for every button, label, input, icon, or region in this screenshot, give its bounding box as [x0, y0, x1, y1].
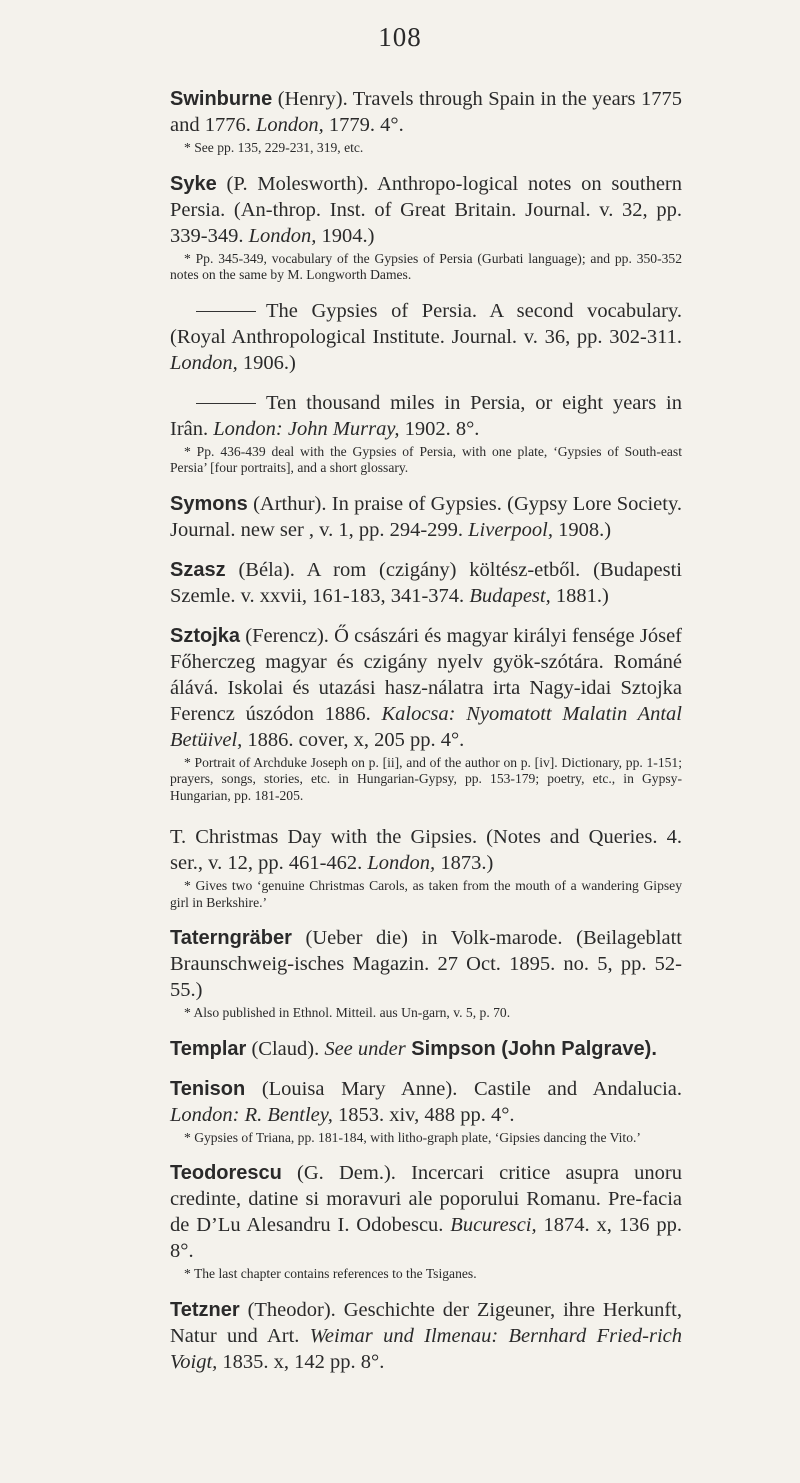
entry-text: (Claud).	[246, 1037, 325, 1060]
entry-text: Ten thousand miles in Persia, or eight years in Irân.	[170, 391, 682, 440]
entry-text: (P. Molesworth). Anthropo-logical notes on southern Persia. (An-throp. Inst. of Great Britain. Journal. v. 32, pp. 339-349.	[170, 172, 682, 247]
entry-note: * Portrait of Archduke Joseph on p. [ii], and of the author on p. [iv]. Dictionary, pp. 1-151; prayers, songs, stories, etc. in Hungarian-Gypsy, pp. 153-179; poetry, etc., in Gypsy-Hungarian, pp. 181-205.	[170, 754, 682, 803]
entry-date: 1835. x, 142 pp. 8°.	[217, 1350, 385, 1373]
entry-place: London,	[367, 852, 436, 874]
entry-text: (G. Dem.). Incercari critice asupra unoru credinte, datine si moravuri ale poporului Romanu. Pre-facia de D’Lu Alesandru I. Odobescu.	[170, 1162, 682, 1236]
entry-text: (Ueber die) in Volk-marode. (Beilageblatt Braunschweig-isches Magazin. 27 Oct. 1895. no. 5, pp. 52-55.)	[170, 927, 682, 1001]
entry-place: Liverpool,	[468, 518, 553, 541]
entry-date: 1886. cover, x, 205 pp. 4°.	[242, 728, 465, 751]
entry-text: The Gypsies of Persia. A second vocabulary. (Royal Anthropological Institute. Journal. v. 36, pp. 302-311.	[170, 299, 682, 348]
entry-tetzner	[170, 1297, 682, 1375]
entry-heading: Symons	[170, 492, 248, 515]
entry-symons	[170, 491, 682, 543]
entries-column	[170, 86, 682, 1389]
entry-date: 1873.)	[435, 852, 494, 874]
entry-heading: Szasz	[170, 558, 226, 581]
entry-cross-reference: Simpson (John Palgrave).	[405, 1037, 657, 1060]
entry-text: (Henry). Travels through Spain in the years 1775 and 1776.	[170, 88, 682, 136]
entry-place: London,	[170, 351, 238, 374]
entry-date: 1853. xiv, 488 pp. 4°.	[332, 1103, 515, 1126]
entry-heading: Taterngräber	[170, 927, 292, 949]
page-number: 108	[378, 22, 422, 52]
entry-place: London,	[255, 114, 324, 136]
entry-syke	[170, 171, 682, 284]
entry-date: 1902. 8°.	[399, 417, 480, 440]
entry-note: * Gives two ‘genuine Christmas Carols, as taken from the mouth of a wandering Gipsey girl in Berkshire.’	[170, 878, 682, 910]
ditto-dash	[196, 403, 256, 404]
entry-note: * Pp. 436-439 deal with the Gypsies of Persia, with one plate, ‘Gypsies of South-east Persia’ [four portraits], and a short glossary.	[170, 443, 682, 475]
entry-swinburne	[170, 86, 682, 157]
entry-date: 1908.)	[553, 518, 612, 541]
entry-teodorescu	[170, 1160, 682, 1283]
entry-text: (Louisa Mary Anne). Castile and Andalucia.	[245, 1077, 682, 1100]
entry-note: * Gypsies of Triana, pp. 181-184, with litho-graph plate, ‘Gipsies dancing the Vito.’	[184, 1129, 641, 1145]
entry-heading: Sztojka	[170, 624, 241, 647]
entry-syke-gypsies	[170, 298, 682, 376]
entry-note: * Pp. 345-349, vocabulary of the Gypsies of Persia (Gurbati language); and pp. 350-352 notes on the same by M. Longworth Dames.	[170, 250, 682, 282]
entry-heading: Tetzner	[170, 1298, 240, 1321]
entry-note: * See pp. 135, 229-231, 319, etc.	[184, 140, 364, 155]
entry-heading: Tenison	[170, 1077, 246, 1100]
entry-text: (Arthur). In praise of Gypsies. (Gypsy Lore Society. Journal. new ser , v. 1, pp. 294-299.	[170, 492, 682, 541]
entry-heading: Syke	[170, 172, 217, 195]
entry-note: * The last chapter contains references to the Tsiganes.	[184, 1266, 477, 1281]
entry-date: 1881.)	[550, 584, 609, 607]
entry-syke-ten-thousand	[170, 390, 682, 477]
entry-szasz	[170, 557, 682, 609]
entry-templar	[170, 1036, 682, 1062]
entry-place: London: R. Bentley,	[170, 1103, 333, 1126]
entry-date: 1779. 4°.	[323, 114, 404, 136]
entry-place: London,	[248, 224, 317, 247]
entry-date: 1904.)	[316, 224, 375, 247]
entry-text: T. Christmas Day with the Gipsies. (Notes and Queries. 4. ser., v. 12, pp. 461-462.	[170, 826, 682, 874]
entry-text: (Theodor). Geschichte der Zigeuner, ihre Herkunft, Natur und Art.	[170, 1298, 682, 1347]
entry-place: Budapest,	[469, 584, 551, 607]
entry-place: Weimar und Ilmenau: Bernhard Fried-rich Voigt,	[170, 1324, 682, 1373]
entry-text: (Béla). A rom (czigány) költész-etből. (Budapesti Szemle. v. xxvii, 161-183, 341-374.	[170, 558, 682, 607]
entry-heading: Swinburne	[170, 88, 273, 110]
entry-see-under: See under	[324, 1037, 406, 1060]
ditto-dash	[196, 311, 256, 312]
entry-sztojka	[170, 623, 682, 805]
entry-date: 1874. x, 136 pp. 8°.	[170, 1214, 683, 1262]
entry-text: (Ferencz). Ő császári és magyar királyi fensége Jósef Főherczeg magyar és czigány nyelv gyök-szótára. Románé álává. Iskolai és utazási hasz-nálatra irta Nagy-idai Sztojka Ferencz úszódon 1886.	[170, 624, 682, 725]
entry-place: Kalocsa: Nyomatott Malatin Antal Betüivel,	[170, 702, 682, 751]
entry-note: * Also published in Ethnol. Mitteil. aus Un-garn, v. 5, p. 70.	[184, 1005, 511, 1020]
entry-taterngraber	[170, 925, 682, 1022]
entry-tenison	[170, 1076, 682, 1147]
entry-heading: Templar	[170, 1037, 247, 1060]
entry-place: London: John Murray,	[213, 417, 400, 440]
entry-t-christmas	[170, 824, 682, 911]
entry-date: 1906.)	[237, 351, 296, 374]
entry-place: Bucuresci,	[450, 1214, 537, 1236]
entry-heading: Teodorescu	[170, 1162, 282, 1184]
